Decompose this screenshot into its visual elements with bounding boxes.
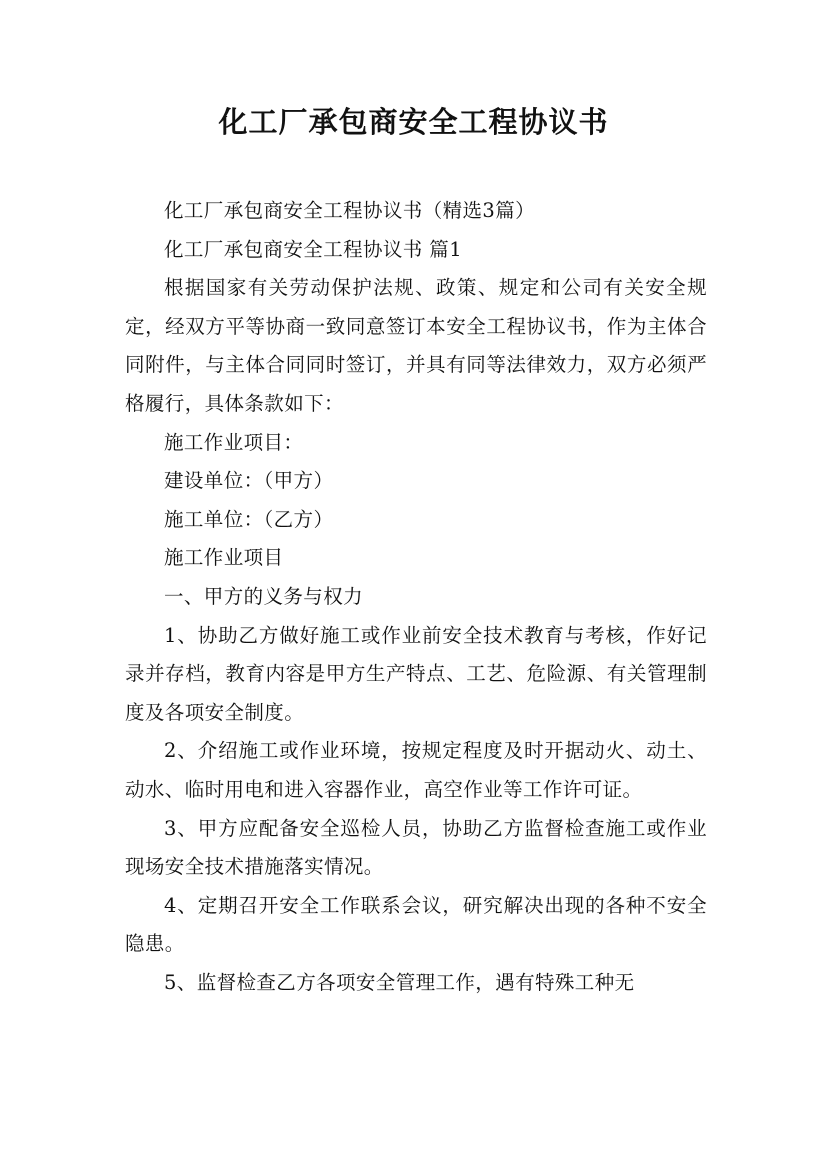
paragraph-article-heading: 化工厂承包商安全工程协议书 篇1 [164,237,463,261]
paragraph-project-field: 施工作业项目： [164,430,304,454]
paragraph-project: 施工作业项目 [164,546,284,570]
clause-4: 4、定期召开安全工作联系会议，研究解决出现的各种不安全隐患。 [125,893,707,956]
clause-5: 5、监督检查乙方各项安全管理工作，遇有特殊工种无 [164,970,635,994]
clause-1: 1、协助乙方做好施工或作业前安全技术教育与考核，作好记录并存档，教育内容是甲方生产特点、工艺、危险源、有关管理制度及各项安全制度。 [125,623,707,724]
document-title: 化工厂承包商安全工程协议书 [218,105,609,139]
section-heading-party-a-duties: 一、甲方的义务与权力 [164,584,364,608]
paragraph-party-a: 建设单位：（甲方） [164,469,334,493]
paragraph-party-b: 施工单位：（乙方） [164,507,334,531]
document-body [125,192,707,1002]
paragraph-collection-heading: 化工厂承包商安全工程协议书（精选3篇） [164,199,536,222]
clause-2: 2、介绍施工或作业环境，按规定程度及时开据动火、动土、动水、临时用电和进入容器作业，高空作业等工作许可证。 [125,739,707,801]
clause-3: 3、甲方应配备安全巡检人员，协助乙方监督检查施工或作业现场安全技术措施落实情况。 [125,816,707,879]
paragraph-preamble: 根据国家有关劳动保护法规、政策、规定和公司有关安全规定，经双方平等协商一致同意签订本安全工程协议书，作为主体合同附件，与主体合同同时签订，并具有同等法律效力，双方必须严格履行，具体条款如下： [125,276,707,415]
